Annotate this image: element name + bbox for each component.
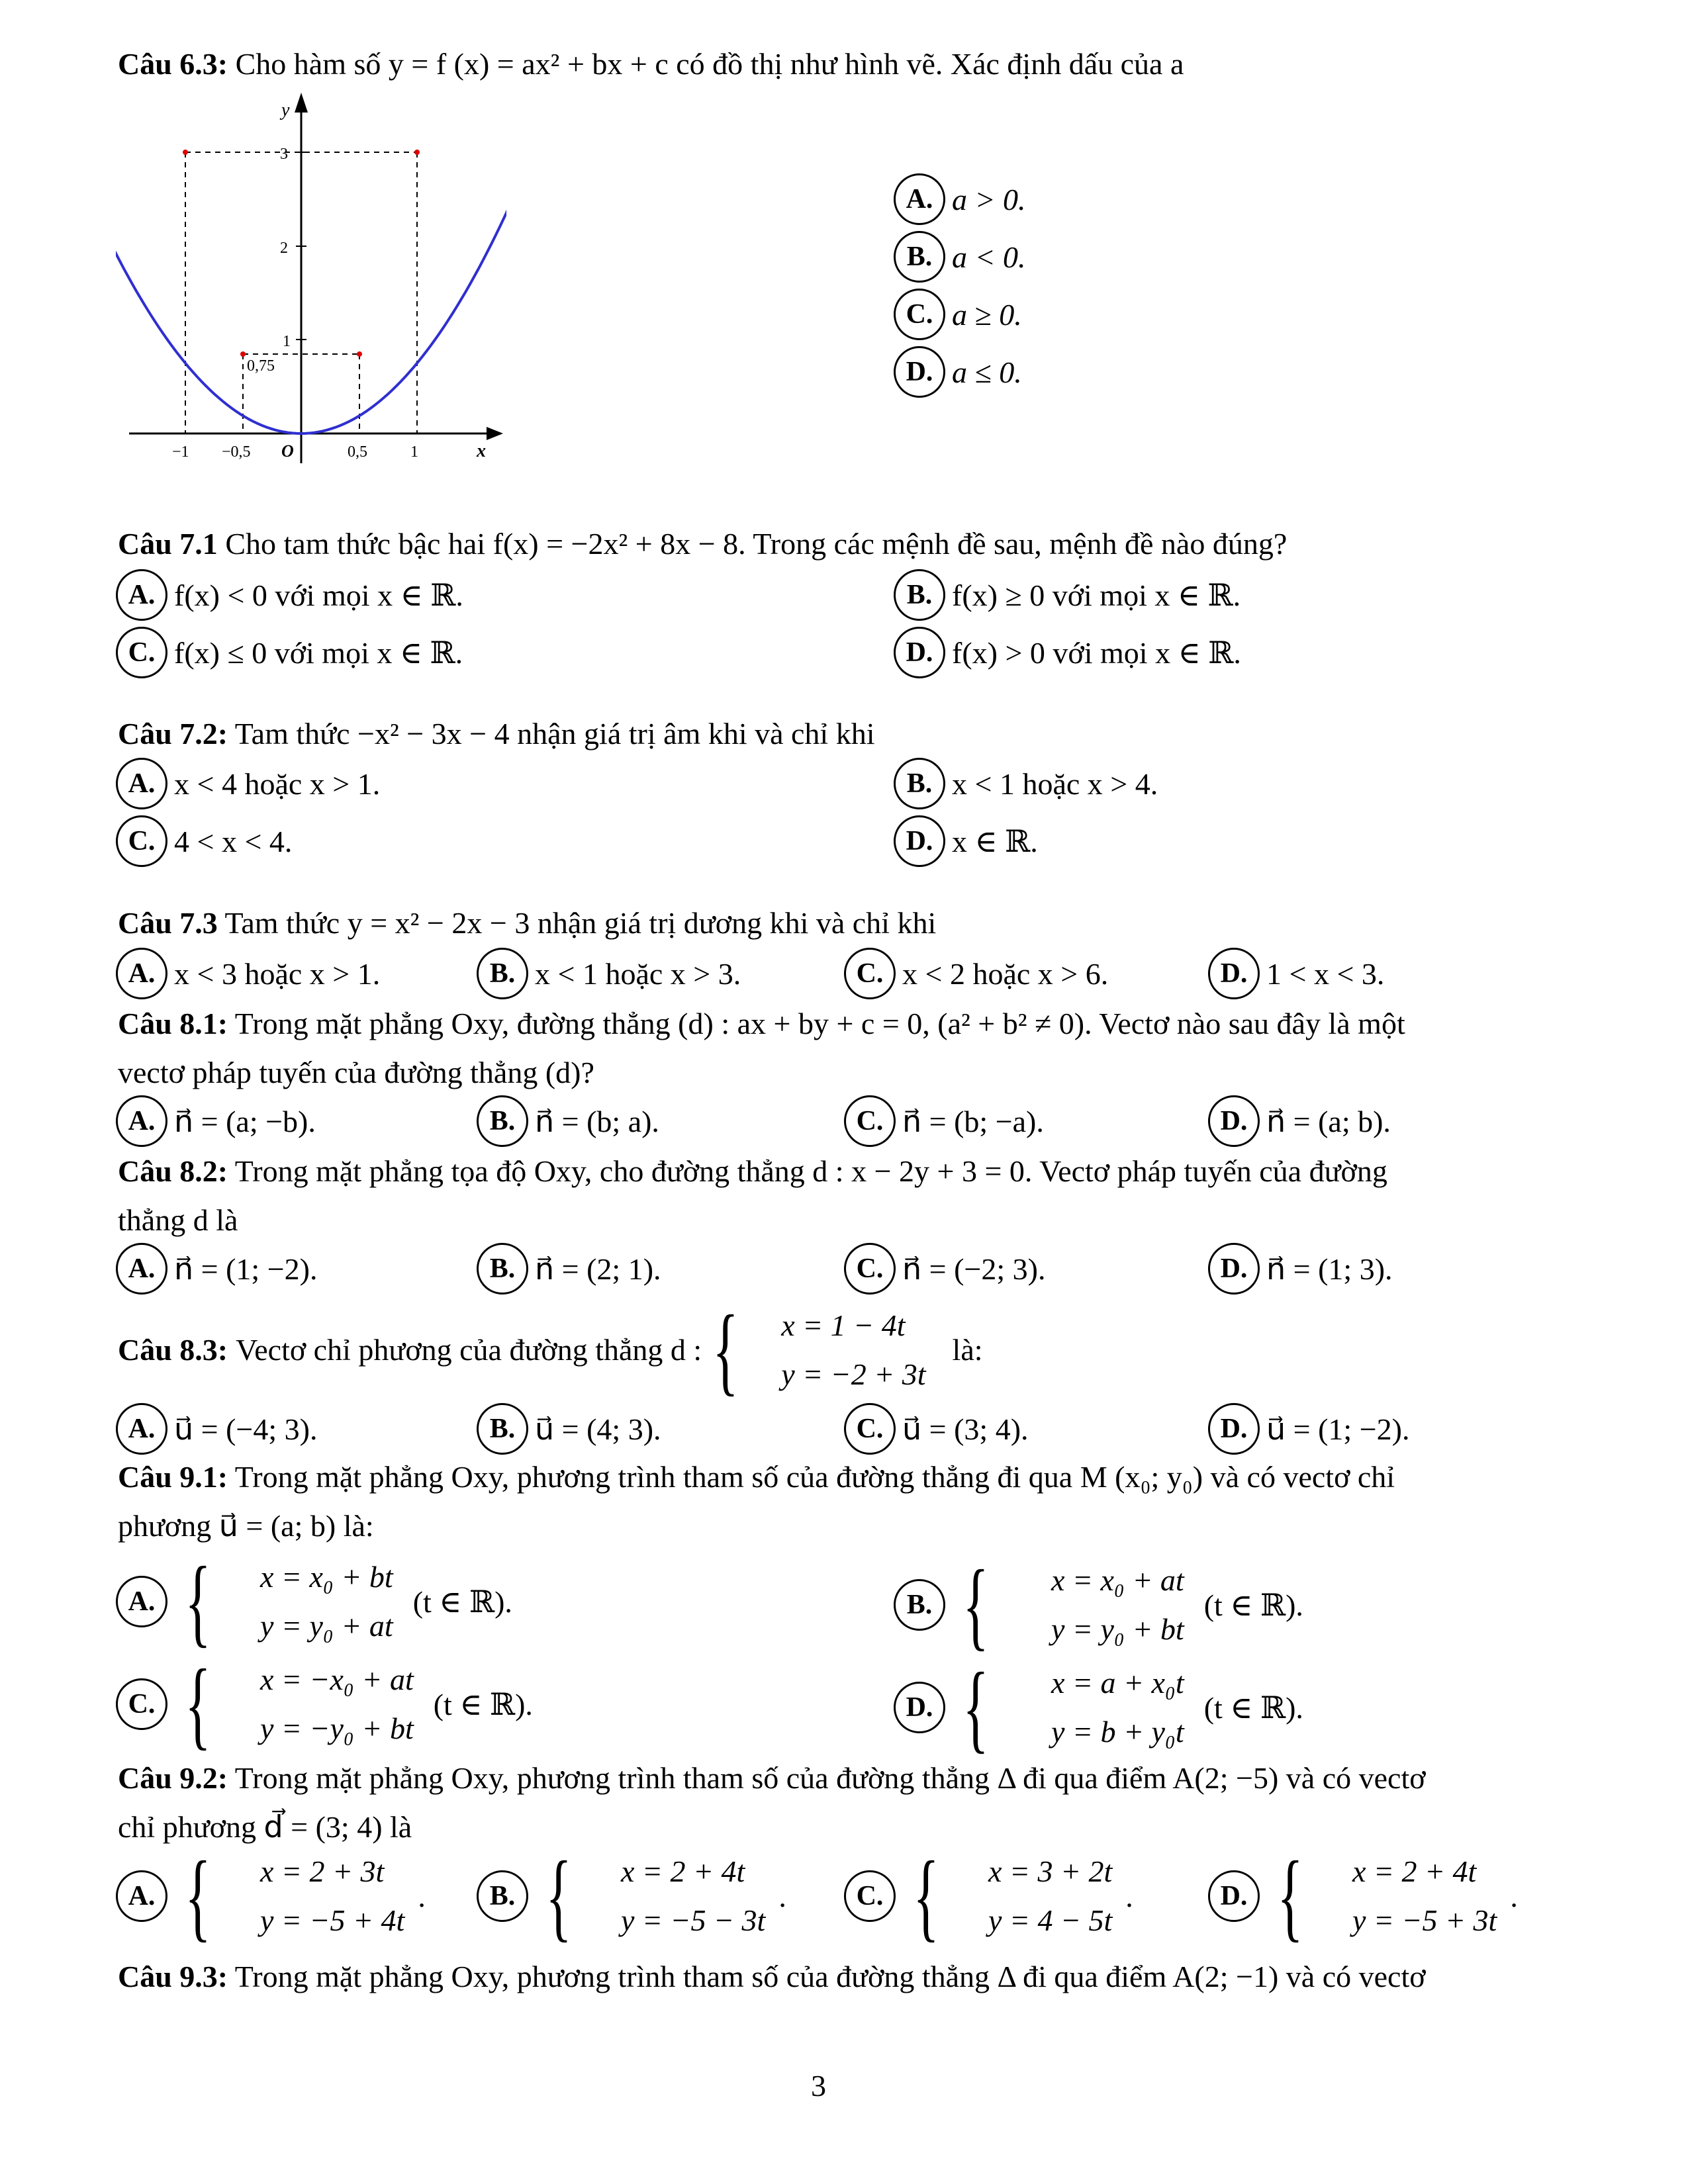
q92-a-brace: { (185, 1841, 211, 1951)
q92-text2: chỉ phương d⃗ = (3; 4) là (118, 1810, 412, 1844)
q91-text2: phương u⃗ = (a; b) là: (118, 1509, 374, 1543)
q71-option-c[interactable] (116, 627, 463, 678)
q83-option-d-badge: D. (1208, 1403, 1260, 1455)
q91-d-eq2: y = b + y₀t (1051, 1715, 1184, 1749)
q92-option-c[interactable] (844, 1841, 1133, 1951)
q93-label: Câu 9.3: (118, 1960, 228, 1993)
q91-option-c[interactable] (116, 1649, 533, 1759)
q82-option-b-text: n⃗ = (2; 1). (535, 1252, 661, 1286)
q91-option-c-badge: C. (116, 1678, 167, 1730)
q63-option-c-text: a ≥ 0. (952, 297, 1022, 332)
q83-eq1: x = 1 − 4t (781, 1308, 906, 1342)
q81-label: Câu 8.1: (118, 1007, 228, 1040)
q71-option-d-text: f(x) > 0 với mọi x ∈ ℝ. (952, 636, 1241, 670)
q63-option-b-text: a < 0. (952, 240, 1026, 274)
q72-option-d[interactable] (894, 815, 1038, 867)
q92-d-tail: . (1510, 1879, 1518, 1913)
q73-option-a-text: x < 3 hoặc x > 1. (174, 956, 381, 991)
origin-label: O (281, 441, 294, 461)
q83-option-a[interactable] (116, 1403, 317, 1455)
q83-option-a-text: u⃗ = (−4; 3). (174, 1412, 318, 1446)
q92-a-eq2: y = −5 + 4t (260, 1903, 405, 1937)
q83-eq2: y = −2 + 3t (781, 1357, 926, 1391)
y-axis-label: y (281, 100, 290, 120)
q63-option-b[interactable] (894, 231, 1026, 283)
y-tick-3: 3 (280, 146, 288, 163)
q82-option-b-badge: B. (477, 1243, 528, 1295)
q71-option-c-text: f(x) ≤ 0 với mọi x ∈ ℝ. (174, 636, 463, 670)
q91-d-tail: (t ∈ ℝ). (1203, 1691, 1303, 1725)
q83-suffix: là: (952, 1333, 983, 1367)
q92-a-tail: . (418, 1879, 426, 1913)
q82-option-d-badge: D. (1208, 1243, 1260, 1295)
y-tick-2: 2 (280, 240, 288, 257)
q71-option-a[interactable] (116, 569, 463, 621)
q91-b-brace: { (962, 1550, 989, 1660)
q81-text2: vectơ pháp tuyến của đường thẳng (d)? (118, 1056, 594, 1089)
q81-option-c-text: n⃗ = (b; −a). (902, 1105, 1044, 1138)
q71-stem (118, 520, 1534, 569)
q92-b-brace: { (545, 1841, 572, 1951)
x-tick-neg1: −1 (172, 443, 189, 461)
q91-b-eq1: x = x₀ + at (1051, 1563, 1184, 1597)
q83-option-c-badge: C. (844, 1403, 896, 1455)
q91-c-brace: { (185, 1649, 211, 1759)
q82-option-a[interactable] (116, 1243, 317, 1295)
q72-option-d-text: x ∈ ℝ. (952, 825, 1038, 858)
q91-text1: Trong mặt phẳng Oxy, phương trình tham số của đường thẳng đi qua M (x₀; y₀) và có vectơ chỉ (234, 1460, 1395, 1494)
q71-option-d[interactable] (894, 627, 1241, 678)
q82-option-b[interactable] (477, 1243, 661, 1295)
q72-stem (118, 709, 1534, 758)
q81-option-b-badge: B. (477, 1095, 528, 1147)
q71-label: Câu 7.1 (118, 527, 218, 561)
q73-option-c[interactable] (844, 948, 1108, 999)
q91-a-eq2: y = y₀ + at (260, 1609, 393, 1643)
q93-stem (118, 1952, 1534, 2001)
q91-a-tail: (t ∈ ℝ). (412, 1585, 512, 1619)
q71-option-c-badge: C. (116, 627, 167, 678)
q92-a-eq1: x = 2 + 3t (260, 1854, 385, 1888)
point-1 (414, 150, 420, 155)
q72-option-c-badge: C. (116, 815, 167, 867)
q73-text: Tam thức y = x² − 2x − 3 nhận giá trị dương khi và chỉ khi (224, 906, 937, 940)
x-axis-arrow (487, 427, 503, 440)
q73-stem (118, 899, 1534, 948)
x-tick-05: 0,5 (348, 443, 367, 461)
x-axis-label: x (477, 441, 486, 461)
q83-option-d[interactable] (1208, 1403, 1409, 1455)
q72-option-b[interactable] (894, 758, 1158, 809)
q83-option-b[interactable] (477, 1403, 661, 1455)
q82-label: Câu 8.2: (118, 1154, 228, 1188)
q72-label: Câu 7.2: (118, 717, 228, 751)
q63-option-a-badge: A. (894, 173, 945, 225)
q91-option-b-badge: B. (894, 1579, 945, 1631)
q63-label: Câu 6.3: (118, 47, 228, 81)
q72-option-c[interactable] (116, 815, 292, 867)
q92-option-b-badge: B. (477, 1870, 528, 1922)
q91-c-eq2: y = −y₀ + bt (260, 1711, 414, 1745)
q83-option-b-badge: B. (477, 1403, 528, 1455)
point-neg1 (183, 150, 188, 155)
q82-option-c-badge: C. (844, 1243, 896, 1295)
q92-option-d[interactable] (1208, 1841, 1518, 1951)
y-tick-1: 1 (283, 333, 291, 350)
q81-option-c-badge: C. (844, 1095, 896, 1147)
q71-option-b-text: f(x) ≥ 0 với mọi x ∈ ℝ. (952, 578, 1241, 612)
q73-label: Câu 7.3 (118, 906, 218, 940)
q73-option-a-badge: A. (116, 948, 167, 999)
q63-option-d-text: a ≤ 0. (952, 355, 1022, 389)
q92-option-b[interactable] (477, 1841, 786, 1951)
q92-c-brace: { (913, 1841, 939, 1951)
q91-a-eq1: x = x₀ + bt (260, 1560, 393, 1594)
q73-option-d[interactable] (1208, 948, 1384, 999)
q92-c-tail: . (1125, 1879, 1133, 1913)
q81-option-a-badge: A. (116, 1095, 167, 1147)
q73-option-a[interactable] (116, 948, 380, 999)
q91-label: Câu 9.1: (118, 1460, 228, 1494)
q92-label: Câu 9.2: (118, 1761, 228, 1795)
q92-d-eq1: x = 2 + 4t (1352, 1854, 1477, 1888)
q91-option-b[interactable] (894, 1550, 1303, 1660)
q73-option-d-badge: D. (1208, 948, 1260, 999)
q63-option-a-text: a > 0. (952, 182, 1026, 216)
q92-text1: Trong mặt phẳng Oxy, phương trình tham số của đường thẳng Δ đi qua điểm A(2; −5) và có vectơ (234, 1761, 1426, 1795)
q81-option-a-text: n⃗ = (a; −b). (174, 1105, 316, 1138)
q71-text: Cho tam thức bậc hai f(x) = −2x² + 8x − 8. Trong các mệnh đề sau, mệnh đề nào đúng? (225, 527, 1288, 561)
q63-option-a[interactable] (894, 173, 1026, 225)
q83-text: Vectơ chỉ phương của đường thẳng d : (236, 1333, 702, 1367)
q63-option-b-badge: B. (894, 231, 945, 283)
q81-option-a[interactable] (116, 1095, 316, 1147)
q73-option-c-badge: C. (844, 948, 896, 999)
q92-option-a-badge: A. (116, 1870, 167, 1922)
q91-d-eq1: x = a + x₀t (1051, 1666, 1184, 1700)
q81-option-d[interactable] (1208, 1095, 1391, 1147)
q63-stem (118, 40, 1534, 89)
q91-stem (118, 1453, 1534, 1551)
q92-d-brace: { (1277, 1841, 1303, 1951)
q93-text: Trong mặt phẳng Oxy, phương trình tham số của đường thẳng Δ đi qua điểm A(2; −1) và có vectơ (234, 1960, 1426, 1993)
q82-text1: Trong mặt phẳng tọa độ Oxy, cho đường thẳng d : x − 2y + 3 = 0. Vectơ pháp tuyến của đường (234, 1154, 1387, 1188)
q72-text: Tam thức −x² − 3x − 4 nhận giá trị âm khi và chỉ khi (234, 717, 875, 751)
q71-option-a-text: f(x) < 0 với mọi x ∈ ℝ. (174, 578, 463, 612)
q92-option-c-badge: C. (844, 1870, 896, 1922)
q82-option-c[interactable] (844, 1243, 1045, 1295)
q81-text1: Trong mặt phẳng Oxy, đường thẳng (d) : ax + by + c = 0, (a² + b² ≠ 0). Vectơ nào sau đây là một (234, 1007, 1405, 1040)
q83-system (702, 1295, 926, 1405)
q91-a-brace: { (185, 1547, 211, 1657)
q82-option-a-badge: A. (116, 1243, 167, 1295)
y-axis-arrow (295, 93, 308, 113)
q73-option-c-text: x < 2 hoặc x > 6. (902, 956, 1109, 991)
q83-option-c-text: u⃗ = (3; 4). (902, 1412, 1029, 1446)
q63-text: Cho hàm số y = f (x) = ax² + bx + c có đồ thị như hình vẽ. Xác định dấu của a (235, 47, 1184, 81)
q82-option-d-text: n⃗ = (1; 3). (1266, 1252, 1393, 1286)
q72-option-b-badge: B. (894, 758, 945, 809)
q91-b-eq2: y = y₀ + bt (1051, 1612, 1184, 1646)
point-neg05 (240, 351, 246, 357)
q82-text2: thẳng d là (118, 1203, 238, 1237)
page-number: 3 (811, 2069, 826, 2103)
q63-option-c-badge: C. (894, 289, 945, 340)
q82-option-d[interactable] (1208, 1243, 1393, 1295)
q92-c-eq1: x = 3 + 2t (988, 1854, 1113, 1888)
y-tick-075: 0,75 (247, 357, 275, 375)
q83-option-c[interactable] (844, 1403, 1029, 1455)
q91-c-tail: (t ∈ ℝ). (433, 1688, 533, 1721)
q82-option-c-text: n⃗ = (−2; 3). (902, 1252, 1046, 1286)
q91-option-d-badge: D. (894, 1682, 945, 1733)
q72-option-d-badge: D. (894, 815, 945, 867)
q72-option-a-text: x < 4 hoặc x > 1. (174, 766, 381, 801)
q71-option-a-badge: A. (116, 569, 167, 621)
q72-option-a[interactable] (116, 758, 380, 809)
q63-option-d[interactable] (894, 346, 1022, 398)
q83-label: Câu 8.3: (118, 1333, 228, 1367)
q92-b-eq2: y = −5 − 3t (621, 1903, 766, 1937)
q71-option-b[interactable] (894, 569, 1241, 621)
q72-option-a-badge: A. (116, 758, 167, 809)
q72-option-c-text: 4 < x < 4. (174, 824, 293, 858)
q81-option-d-text: n⃗ = (a; b). (1266, 1105, 1391, 1138)
q91-b-tail: (t ∈ ℝ). (1203, 1588, 1303, 1622)
q91-d-brace: { (962, 1653, 989, 1762)
q83-option-a-badge: A. (116, 1403, 167, 1455)
q71-option-b-badge: B. (894, 569, 945, 621)
q81-option-b-text: n⃗ = (b; a). (535, 1105, 659, 1138)
q92-d-eq2: y = −5 + 3t (1352, 1903, 1497, 1937)
q73-option-b-text: x < 1 hoặc x > 3. (535, 956, 741, 991)
q81-option-c[interactable] (844, 1095, 1044, 1147)
x-tick-1: 1 (410, 443, 418, 461)
q92-c-eq2: y = 4 − 5t (988, 1903, 1113, 1937)
q92-option-d-badge: D. (1208, 1870, 1260, 1922)
q92-b-tail: . (778, 1879, 786, 1913)
q81-option-d-badge: D. (1208, 1095, 1260, 1147)
q71-option-d-badge: D. (894, 627, 945, 678)
q72-option-b-text: x < 1 hoặc x > 4. (952, 766, 1158, 801)
q83-stem (118, 1295, 1534, 1405)
q73-option-b[interactable] (477, 948, 741, 999)
parabola-graph (116, 86, 506, 477)
q83-option-b-text: u⃗ = (4; 3). (535, 1412, 661, 1446)
q73-option-b-badge: B. (477, 948, 528, 999)
point-05 (357, 351, 362, 357)
q82-stem (118, 1147, 1534, 1245)
q92-b-eq1: x = 2 + 4t (621, 1854, 745, 1888)
q91-option-d[interactable] (894, 1653, 1303, 1762)
q83-brace: { (712, 1295, 739, 1405)
q63-option-c[interactable] (894, 289, 1022, 340)
q73-option-d-text: 1 < x < 3. (1266, 956, 1385, 991)
q83-option-d-text: u⃗ = (1; −2). (1266, 1412, 1410, 1446)
q91-option-a-badge: A. (116, 1576, 167, 1627)
q82-option-a-text: n⃗ = (1; −2). (174, 1252, 318, 1286)
q81-option-b[interactable] (477, 1095, 659, 1147)
q91-option-a[interactable] (116, 1547, 512, 1657)
x-tick-neg05: −0,5 (222, 443, 251, 461)
q91-c-eq1: x = −x₀ + at (260, 1662, 414, 1696)
q81-stem (118, 999, 1534, 1097)
q92-option-a[interactable] (116, 1841, 426, 1951)
q63-option-d-badge: D. (894, 346, 945, 398)
parabola-curve (116, 86, 506, 433)
q92-stem (118, 1754, 1534, 1852)
